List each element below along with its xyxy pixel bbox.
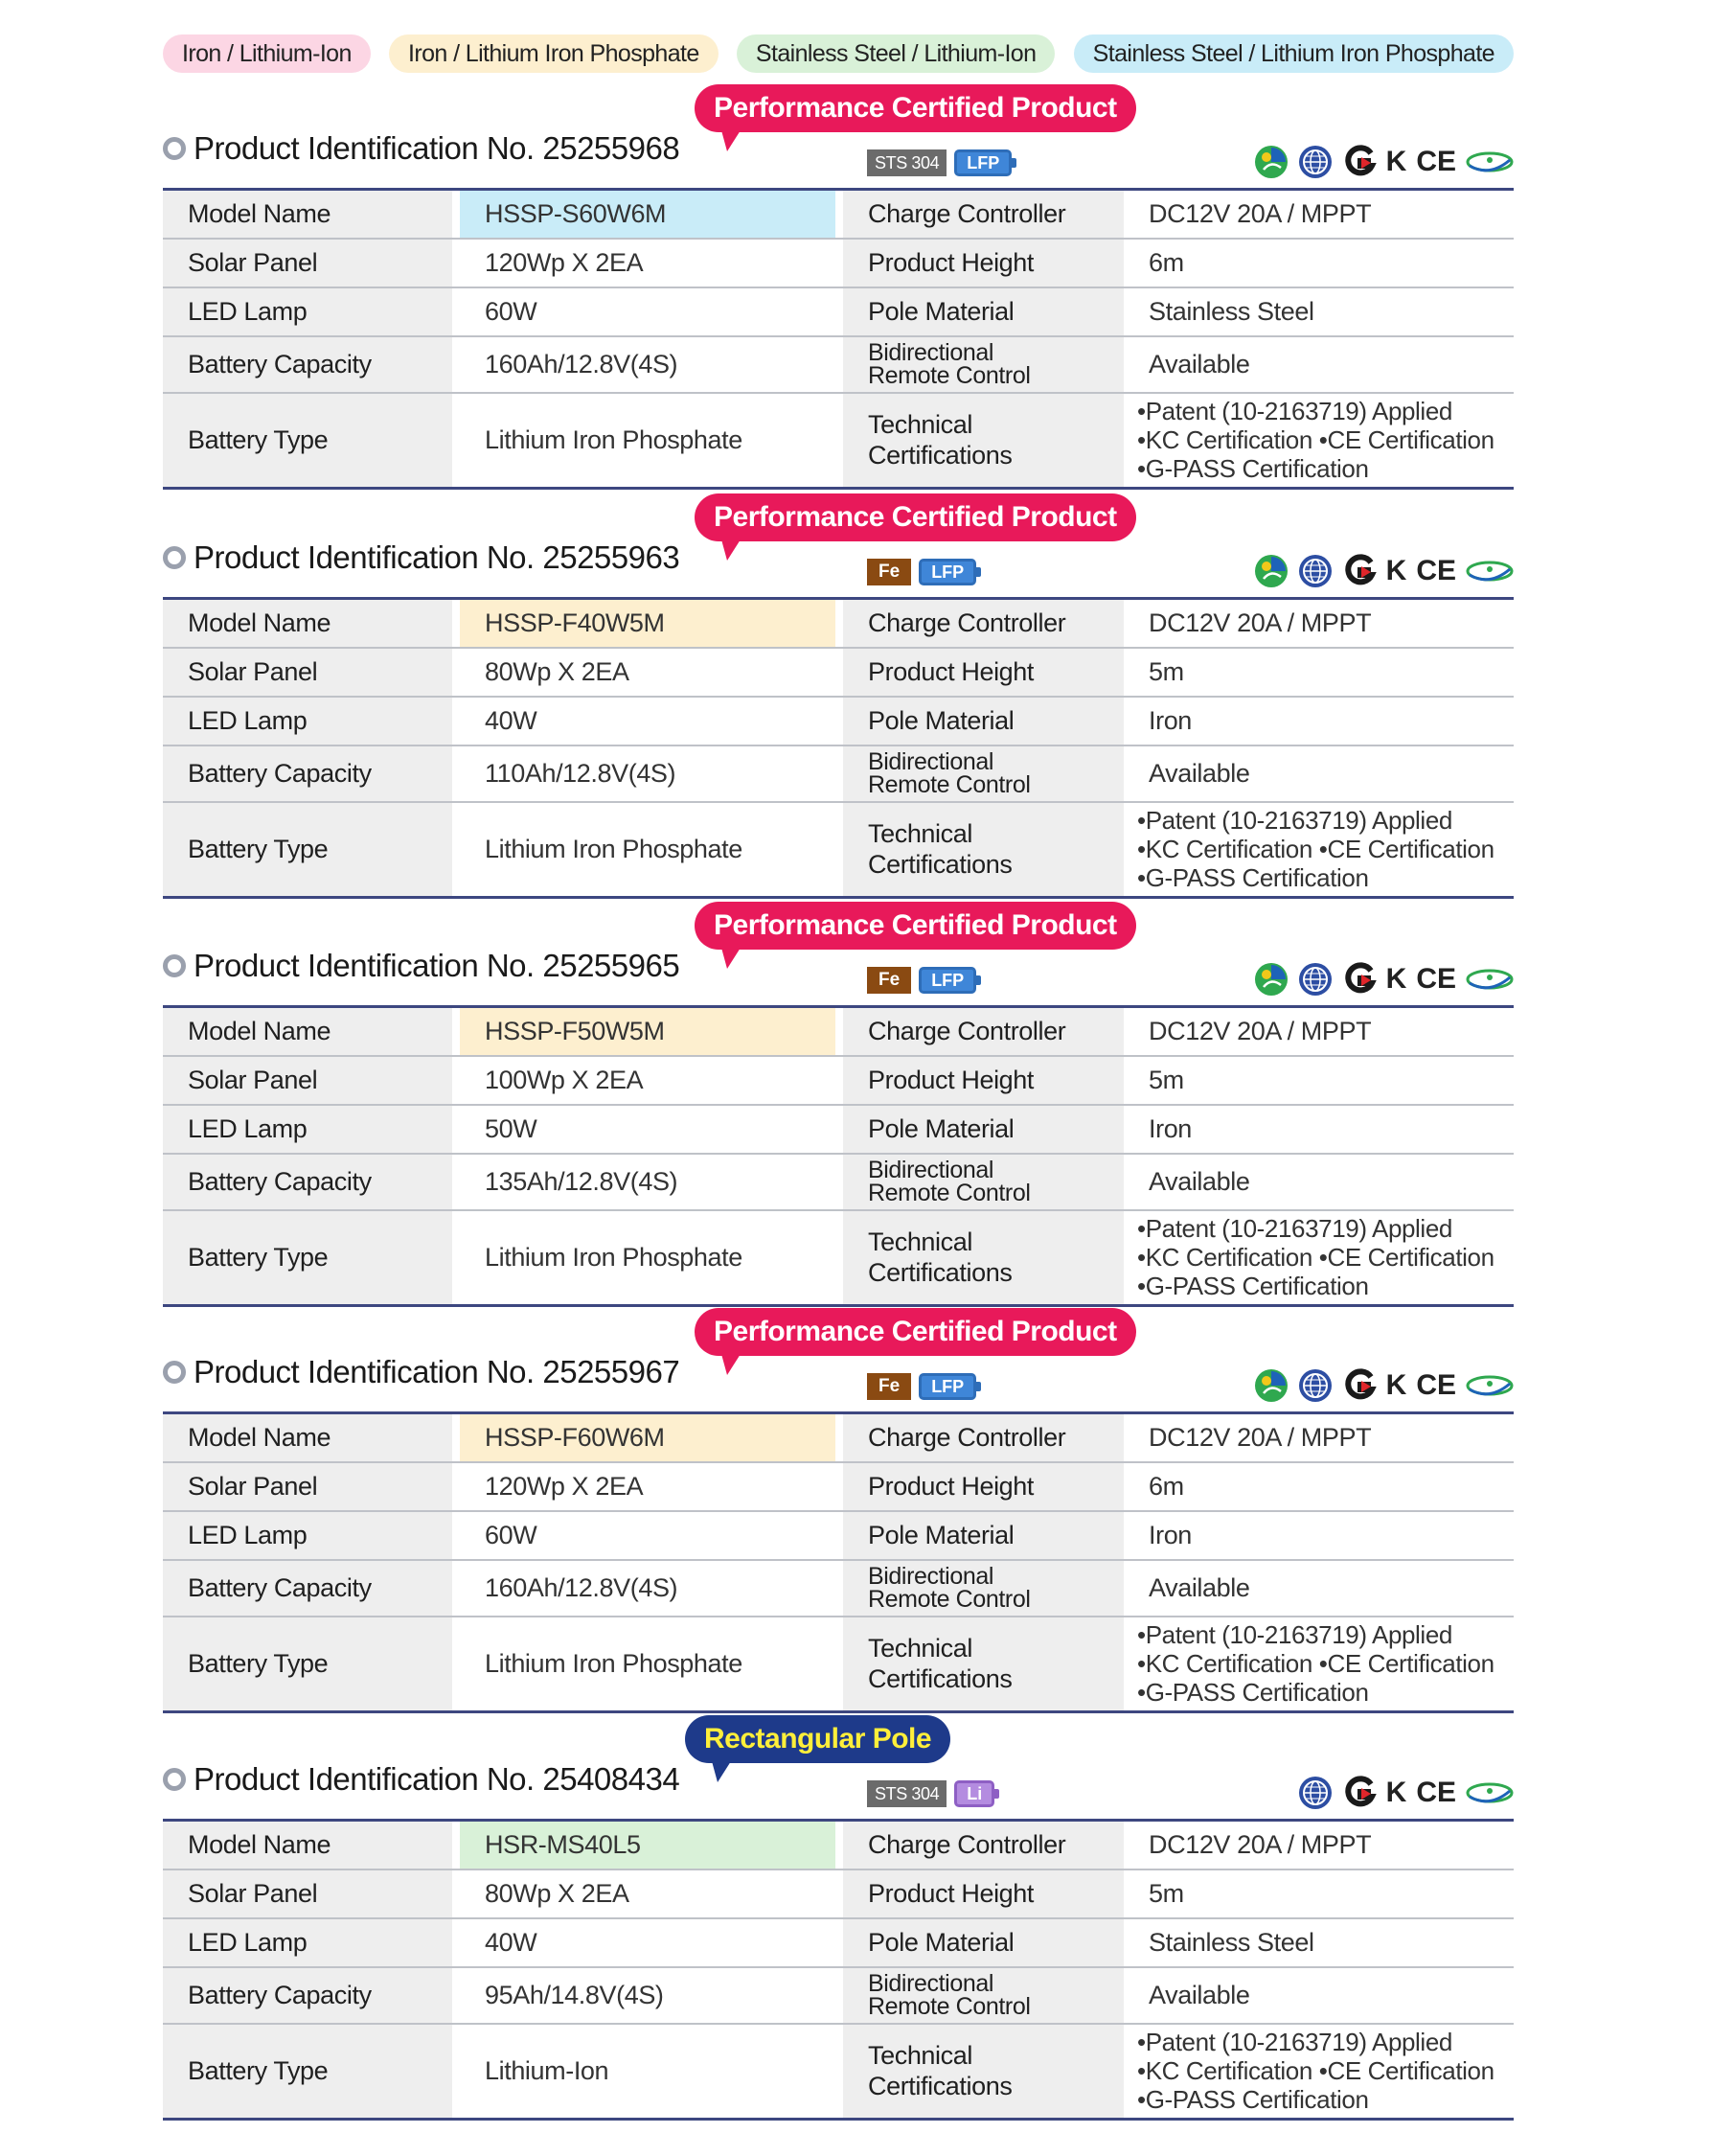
label-model-name: Model Name	[163, 190, 452, 239]
good-design-icon	[1466, 1776, 1514, 1810]
value-model-name: HSSP-F40W5M	[460, 599, 835, 648]
value-remote-control: Available	[1124, 1967, 1514, 2024]
value-technical-certifications	[1124, 1210, 1514, 1306]
label-battery-type: Battery Type	[163, 802, 452, 898]
spec-table	[163, 1819, 1514, 2121]
cert-item: •Patent (10-2163719) Applied	[1137, 397, 1452, 426]
value-battery-capacity: 95Ah/14.8V(4S)	[460, 1967, 835, 2024]
value-charge-controller: DC12V 20A / MPPT	[1124, 190, 1514, 239]
value-battery-capacity: 160Ah/12.8V(4S)	[460, 336, 835, 393]
globe-seal-icon	[1298, 962, 1333, 997]
label-solar-panel: Solar Panel	[163, 1056, 452, 1105]
material-badge: STS 304	[867, 1780, 947, 1807]
table-row	[163, 1918, 1514, 1967]
value-solar-panel: 80Wp X 2EA	[460, 648, 835, 697]
label-tech-line1: Technical	[868, 2041, 972, 2071]
label-technical-certifications	[843, 1617, 1124, 1712]
callout-tail	[721, 1354, 741, 1375]
label-tech-line2: Certifications	[868, 1664, 1013, 1694]
value-battery-capacity: 135Ah/12.8V(4S)	[460, 1154, 835, 1210]
label-model-name: Model Name	[163, 599, 452, 648]
callout-bubble	[695, 84, 1136, 132]
label-charge-controller: Charge Controller	[843, 190, 1124, 239]
label-remote-line2: Remote Control	[868, 771, 1031, 798]
label-remote-line2: Remote Control	[868, 362, 1031, 389]
g-pass-icon	[1342, 1776, 1377, 1810]
cert-item: •Patent (10-2163719) Applied	[1137, 1620, 1452, 1650]
value-model-name: HSSP-S60W6M	[460, 190, 835, 239]
label-charge-controller: Charge Controller	[843, 1413, 1124, 1462]
label-pole-material: Pole Material	[843, 1105, 1124, 1154]
value-led-lamp: 40W	[460, 1918, 835, 1967]
value-charge-controller: DC12V 20A / MPPT	[1124, 1413, 1514, 1462]
spec-table	[163, 1005, 1514, 1307]
table-row	[163, 697, 1514, 745]
battery-icon: LFP	[919, 1373, 976, 1400]
certification-marks	[1254, 1367, 1514, 1404]
cert-item: •KC Certification •CE Certification	[1137, 425, 1494, 455]
material-badge: Fe	[867, 559, 911, 585]
callout-tail	[721, 130, 741, 151]
label-remote-control	[843, 1967, 1124, 2024]
callout-tail	[721, 539, 741, 561]
callout-text: Performance Certified Product	[714, 92, 1117, 124]
label-product-height: Product Height	[843, 1462, 1124, 1511]
value-battery-type: Lithium-Ion	[460, 2024, 835, 2120]
cert-item: •G-PASS Certification	[1137, 863, 1369, 893]
green-leaf-cert-icon	[1254, 1368, 1289, 1403]
value-battery-type: Lithium Iron Phosphate	[460, 1617, 835, 1712]
callout-text: Rectangular Pole	[704, 1723, 932, 1755]
product-block	[163, 902, 1514, 1307]
legend	[163, 34, 1514, 73]
label-technical-certifications	[843, 393, 1124, 489]
table-row	[163, 802, 1514, 898]
value-pole-material: Iron	[1124, 697, 1514, 745]
callout-text: Performance Certified Product	[714, 909, 1117, 941]
value-battery-type: Lithium Iron Phosphate	[460, 393, 835, 489]
label-remote-line2: Remote Control	[868, 1993, 1031, 2020]
battery-icon: Li	[954, 1780, 994, 1807]
table-row	[163, 1105, 1514, 1154]
green-leaf-cert-icon	[1254, 145, 1289, 179]
label-model-name: Model Name	[163, 1007, 452, 1056]
value-product-height: 6m	[1124, 1462, 1514, 1511]
label-tech-line1: Technical	[868, 1227, 972, 1257]
callout-bubble	[695, 1308, 1136, 1356]
material-badge: Fe	[867, 1373, 911, 1400]
label-pole-material: Pole Material	[843, 1918, 1124, 1967]
value-model-name: HSSP-F50W5M	[460, 1007, 835, 1056]
table-row	[163, 1560, 1514, 1617]
product-id-text: Product Identification No. 25255963	[194, 539, 680, 575]
circle-bullet-icon	[163, 1361, 186, 1384]
product-title	[163, 130, 679, 167]
material-badges	[867, 1373, 982, 1400]
callout-tail	[712, 1761, 731, 1782]
circle-bullet-icon	[163, 546, 186, 569]
table-row	[163, 190, 1514, 239]
label-remote-line1: Bidirectional	[868, 1970, 993, 1997]
label-product-height: Product Height	[843, 648, 1124, 697]
good-design-icon	[1466, 554, 1514, 588]
label-battery-type: Battery Type	[163, 393, 452, 489]
value-pole-material: Stainless Steel	[1124, 1918, 1514, 1967]
battery-icon: LFP	[919, 967, 976, 994]
spec-table	[163, 1411, 1514, 1713]
certification-marks	[1254, 144, 1514, 180]
table-row	[163, 1154, 1514, 1210]
label-led-lamp: LED Lamp	[163, 1918, 452, 1967]
label-remote-line1: Bidirectional	[868, 748, 993, 775]
cert-item: •KC Certification •CE Certification	[1137, 1243, 1494, 1273]
circle-bullet-icon	[163, 137, 186, 160]
product-block	[163, 493, 1514, 899]
value-solar-panel: 100Wp X 2EA	[460, 1056, 835, 1105]
cert-item: •KC Certification •CE Certification	[1137, 1649, 1494, 1679]
label-led-lamp: LED Lamp	[163, 697, 452, 745]
value-led-lamp: 60W	[460, 1511, 835, 1560]
label-led-lamp: LED Lamp	[163, 287, 452, 336]
table-row	[163, 1617, 1514, 1712]
label-led-lamp: LED Lamp	[163, 1511, 452, 1560]
label-tech-line2: Certifications	[868, 2072, 1013, 2101]
ce-mark-icon: CE	[1416, 1777, 1456, 1808]
product-header	[163, 902, 1514, 1005]
value-solar-panel: 80Wp X 2EA	[460, 1869, 835, 1918]
callout-text: Performance Certified Product	[714, 501, 1117, 533]
label-technical-certifications	[843, 2024, 1124, 2120]
value-pole-material: Stainless Steel	[1124, 287, 1514, 336]
value-charge-controller: DC12V 20A / MPPT	[1124, 1007, 1514, 1056]
value-technical-certifications	[1124, 393, 1514, 489]
product-block	[163, 1308, 1514, 1713]
table-row	[163, 648, 1514, 697]
label-product-height: Product Height	[843, 239, 1124, 287]
value-remote-control: Available	[1124, 336, 1514, 393]
g-pass-icon	[1342, 554, 1377, 588]
label-tech-line1: Technical	[868, 410, 972, 440]
label-product-height: Product Height	[843, 1869, 1124, 1918]
label-product-height: Product Height	[843, 1056, 1124, 1105]
table-row	[163, 287, 1514, 336]
value-product-height: 5m	[1124, 648, 1514, 697]
cert-item: •G-PASS Certification	[1137, 1272, 1369, 1301]
product-title	[163, 539, 679, 576]
legend-iron-lfp: Iron / Lithium Iron Phosphate	[389, 34, 719, 73]
good-design-icon	[1466, 1368, 1514, 1403]
label-pole-material: Pole Material	[843, 287, 1124, 336]
callout-tail	[721, 948, 741, 969]
cert-item: •G-PASS Certification	[1137, 454, 1369, 484]
label-technical-certifications	[843, 802, 1124, 898]
good-design-icon	[1466, 145, 1514, 179]
label-tech-line1: Technical	[868, 819, 972, 849]
globe-seal-icon	[1298, 145, 1333, 179]
material-badge: Fe	[867, 967, 911, 994]
ce-mark-icon: CE	[1416, 146, 1456, 177]
kc-mark-icon: K	[1385, 963, 1407, 995]
label-pole-material: Pole Material	[843, 697, 1124, 745]
g-pass-icon	[1342, 962, 1377, 997]
battery-icon: LFP	[954, 149, 1012, 176]
product-header	[163, 1715, 1514, 1819]
product-header	[163, 84, 1514, 188]
value-charge-controller: DC12V 20A / MPPT	[1124, 1821, 1514, 1869]
cert-item: •G-PASS Certification	[1137, 1678, 1369, 1708]
value-pole-material: Iron	[1124, 1105, 1514, 1154]
value-product-height: 6m	[1124, 239, 1514, 287]
table-row	[163, 336, 1514, 393]
spec-table	[163, 597, 1514, 899]
label-solar-panel: Solar Panel	[163, 648, 452, 697]
value-led-lamp: 40W	[460, 697, 835, 745]
value-model-name: HSR-MS40L5	[460, 1821, 835, 1869]
value-battery-capacity: 110Ah/12.8V(4S)	[460, 745, 835, 802]
label-tech-line1: Technical	[868, 1634, 972, 1663]
kc-mark-icon: K	[1385, 1369, 1407, 1401]
label-tech-line2: Certifications	[868, 1258, 1013, 1288]
value-solar-panel: 120Wp X 2EA	[460, 239, 835, 287]
cert-item: •Patent (10-2163719) Applied	[1137, 806, 1452, 836]
label-remote-line1: Bidirectional	[868, 1563, 993, 1590]
label-tech-line2: Certifications	[868, 850, 1013, 880]
label-battery-type: Battery Type	[163, 1617, 452, 1712]
label-remote-line2: Remote Control	[868, 1180, 1031, 1206]
label-led-lamp: LED Lamp	[163, 1105, 452, 1154]
product-title	[163, 948, 679, 984]
product-block	[163, 1715, 1514, 2121]
circle-bullet-icon	[163, 1768, 186, 1791]
certification-marks	[1254, 553, 1514, 589]
label-solar-panel: Solar Panel	[163, 239, 452, 287]
material-badge: STS 304	[867, 149, 947, 176]
table-row	[163, 1967, 1514, 2024]
label-battery-capacity: Battery Capacity	[163, 745, 452, 802]
value-remote-control: Available	[1124, 745, 1514, 802]
label-model-name: Model Name	[163, 1821, 452, 1869]
table-row	[163, 393, 1514, 489]
label-tech-line2: Certifications	[868, 441, 1013, 470]
label-remote-line1: Bidirectional	[868, 1157, 993, 1183]
product-id-text: Product Identification No. 25255968	[194, 130, 680, 166]
value-pole-material: Iron	[1124, 1511, 1514, 1560]
label-solar-panel: Solar Panel	[163, 1869, 452, 1918]
value-model-name: HSSP-F60W6M	[460, 1413, 835, 1462]
value-battery-type: Lithium Iron Phosphate	[460, 802, 835, 898]
product-header	[163, 493, 1514, 597]
table-row	[163, 1210, 1514, 1306]
table-row	[163, 1462, 1514, 1511]
cert-item: •Patent (10-2163719) Applied	[1137, 1214, 1452, 1244]
cert-item: •G-PASS Certification	[1137, 2085, 1369, 2115]
value-solar-panel: 120Wp X 2EA	[460, 1462, 835, 1511]
value-battery-capacity: 160Ah/12.8V(4S)	[460, 1560, 835, 1617]
legend-stainless-lithium-ion: Stainless Steel / Lithium-Ion	[737, 34, 1055, 73]
table-row	[163, 745, 1514, 802]
callout-bubble	[685, 1715, 950, 1763]
label-remote-control	[843, 745, 1124, 802]
label-battery-capacity: Battery Capacity	[163, 1154, 452, 1210]
g-pass-icon	[1342, 145, 1377, 179]
table-row	[163, 599, 1514, 648]
product-block	[163, 84, 1514, 490]
label-charge-controller: Charge Controller	[843, 1007, 1124, 1056]
value-charge-controller: DC12V 20A / MPPT	[1124, 599, 1514, 648]
green-leaf-cert-icon	[1254, 962, 1289, 997]
table-row	[163, 1413, 1514, 1462]
label-remote-line2: Remote Control	[868, 1586, 1031, 1613]
legend-stainless-lfp: Stainless Steel / Lithium Iron Phosphate	[1074, 34, 1514, 73]
product-title	[163, 1354, 679, 1390]
callout-text: Performance Certified Product	[714, 1316, 1117, 1347]
kc-mark-icon: K	[1385, 555, 1407, 586]
table-row	[163, 1869, 1514, 1918]
label-battery-capacity: Battery Capacity	[163, 1967, 452, 2024]
label-remote-control	[843, 336, 1124, 393]
ce-mark-icon: CE	[1416, 1369, 1456, 1401]
material-badges	[867, 559, 982, 585]
legend-iron-lithium-ion: Iron / Lithium-Ion	[163, 34, 371, 73]
value-technical-certifications	[1124, 802, 1514, 898]
table-row	[163, 239, 1514, 287]
label-battery-type: Battery Type	[163, 2024, 452, 2120]
table-row	[163, 1511, 1514, 1560]
label-battery-capacity: Battery Capacity	[163, 336, 452, 393]
green-leaf-cert-icon	[1254, 554, 1289, 588]
label-charge-controller: Charge Controller	[843, 599, 1124, 648]
battery-icon: LFP	[919, 559, 976, 585]
globe-seal-icon	[1298, 1776, 1333, 1810]
table-row	[163, 1007, 1514, 1056]
value-battery-type: Lithium Iron Phosphate	[460, 1210, 835, 1306]
material-badges	[867, 1780, 1000, 1807]
label-remote-control	[843, 1154, 1124, 1210]
label-solar-panel: Solar Panel	[163, 1462, 452, 1511]
product-title	[163, 1761, 679, 1798]
value-product-height: 5m	[1124, 1056, 1514, 1105]
kc-mark-icon: K	[1385, 146, 1407, 177]
certification-marks	[1298, 1775, 1514, 1811]
table-row	[163, 2024, 1514, 2120]
value-technical-certifications	[1124, 2024, 1514, 2120]
product-header	[163, 1308, 1514, 1411]
ce-mark-icon: CE	[1416, 555, 1456, 586]
table-row	[163, 1056, 1514, 1105]
cert-item: •KC Certification •CE Certification	[1137, 835, 1494, 864]
value-product-height: 5m	[1124, 1869, 1514, 1918]
spec-table	[163, 188, 1514, 490]
cert-item: •Patent (10-2163719) Applied	[1137, 2028, 1452, 2057]
label-battery-capacity: Battery Capacity	[163, 1560, 452, 1617]
callout-bubble	[695, 902, 1136, 950]
globe-seal-icon	[1298, 554, 1333, 588]
label-charge-controller: Charge Controller	[843, 1821, 1124, 1869]
kc-mark-icon: K	[1385, 1777, 1407, 1808]
value-led-lamp: 50W	[460, 1105, 835, 1154]
globe-seal-icon	[1298, 1368, 1333, 1403]
value-led-lamp: 60W	[460, 287, 835, 336]
good-design-icon	[1466, 962, 1514, 997]
label-battery-type: Battery Type	[163, 1210, 452, 1306]
table-row	[163, 1821, 1514, 1869]
ce-mark-icon: CE	[1416, 963, 1456, 995]
g-pass-icon	[1342, 1368, 1377, 1403]
product-id-text: Product Identification No. 25255965	[194, 948, 680, 983]
callout-bubble	[695, 493, 1136, 541]
product-id-text: Product Identification No. 25255967	[194, 1354, 680, 1389]
cert-item: •KC Certification •CE Certification	[1137, 2056, 1494, 2086]
label-remote-line1: Bidirectional	[868, 339, 993, 366]
label-technical-certifications	[843, 1210, 1124, 1306]
value-remote-control: Available	[1124, 1560, 1514, 1617]
material-badges	[867, 149, 1017, 176]
product-id-text: Product Identification No. 25408434	[194, 1761, 680, 1797]
certification-marks	[1254, 961, 1514, 998]
label-pole-material: Pole Material	[843, 1511, 1124, 1560]
label-model-name: Model Name	[163, 1413, 452, 1462]
value-technical-certifications	[1124, 1617, 1514, 1712]
material-badges	[867, 967, 982, 994]
value-remote-control: Available	[1124, 1154, 1514, 1210]
label-remote-control	[843, 1560, 1124, 1617]
circle-bullet-icon	[163, 954, 186, 977]
